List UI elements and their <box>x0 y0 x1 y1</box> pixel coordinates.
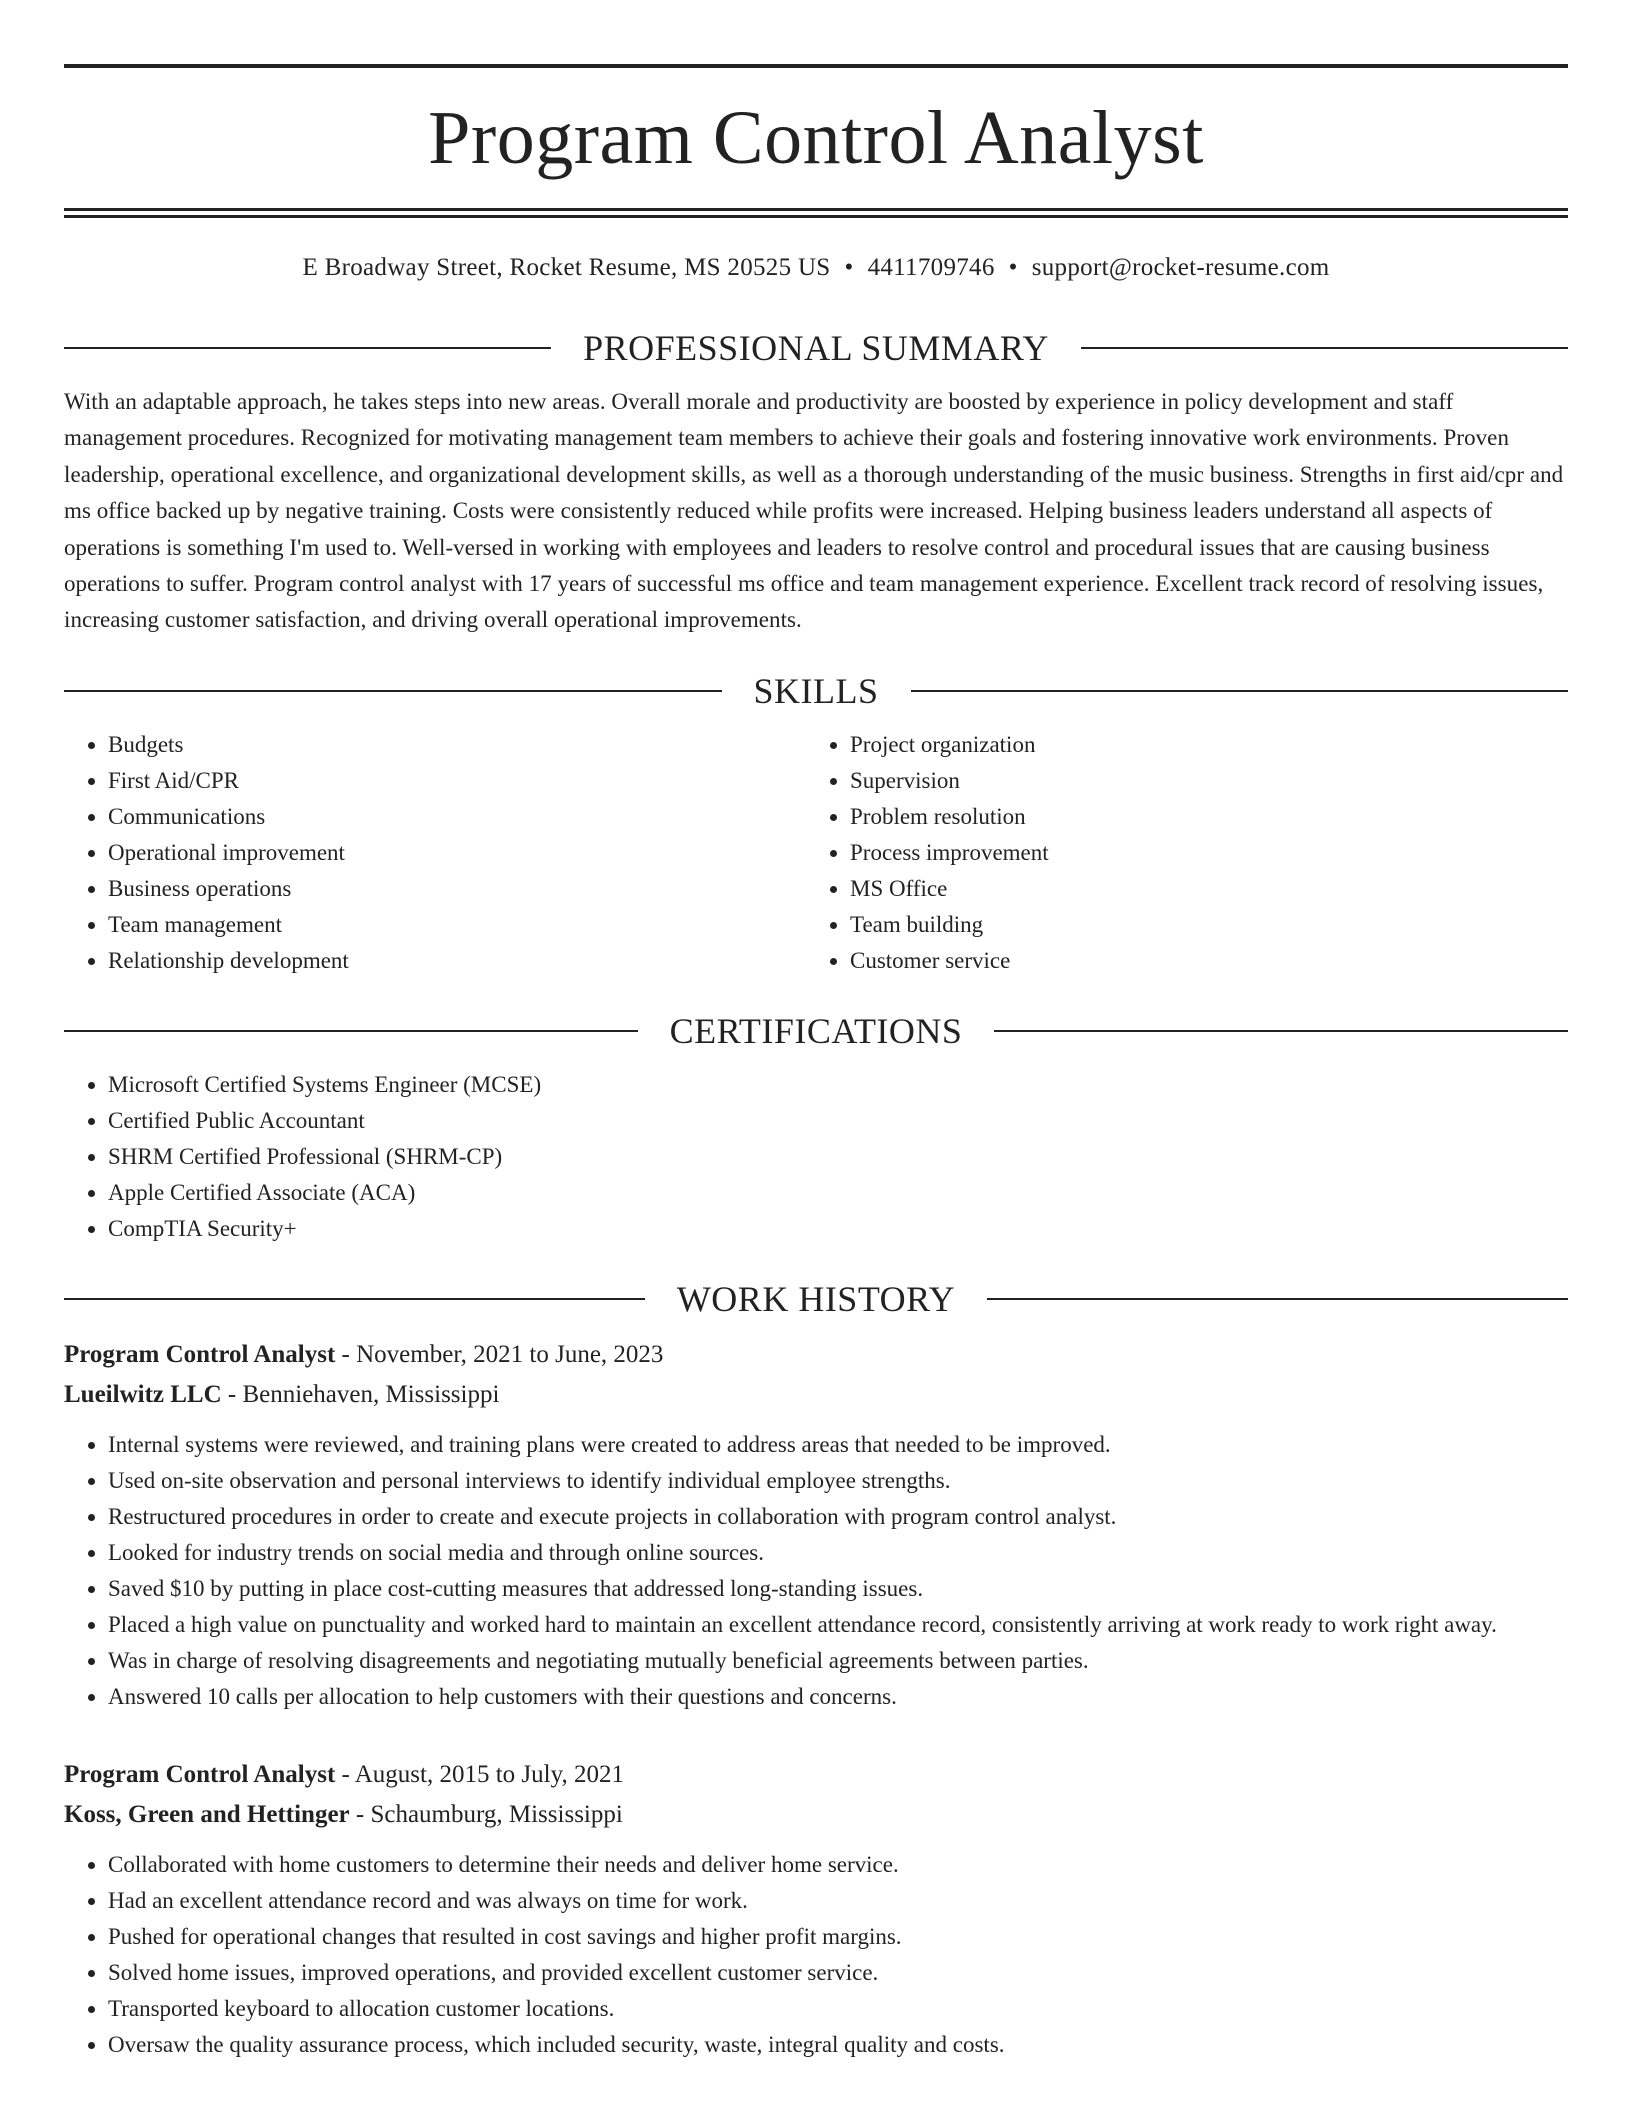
skill-item: • Budgets <box>108 727 806 763</box>
certification-item: • Apple Certified Associate (ACA) <box>108 1175 1568 1211</box>
contact-separator: • <box>844 254 854 281</box>
job-bullet: • Internal systems were reviewed, and training plans were created to address areas that needed to be improved. <box>108 1427 1568 1463</box>
job-bullet: • Oversaw the quality assurance process, which included security, waste, integral quality and costs. <box>108 2027 1568 2063</box>
contact-line <box>64 254 1568 282</box>
section-rule-left <box>64 1030 638 1032</box>
skill-item: • Communications <box>108 799 806 835</box>
job-title-line <box>64 1755 1568 1795</box>
section-rule-right <box>987 1298 1568 1300</box>
job-bullet: • Answered 10 calls per allocation to help customers with their questions and concerns. <box>108 1679 1568 1715</box>
skill-item: • Project organization <box>850 727 1548 763</box>
contact-address: E Broadway Street, Rocket Resume, MS 20525 US <box>302 254 831 281</box>
job-location: - Benniehaven, Mississippi <box>221 1380 500 1408</box>
resume-page <box>64 64 1568 2063</box>
job-dates: - November, 2021 to June, 2023 <box>335 1340 664 1368</box>
skill-item: • Team management <box>108 907 806 943</box>
job-company-line <box>64 1795 1568 1835</box>
section-rule-left <box>64 690 722 692</box>
job-title: Program Control Analyst <box>64 1340 336 1368</box>
job-bullet: • Had an excellent attendance record and was always on time for work. <box>108 1883 1568 1919</box>
summary-text: With an adaptable approach, he takes steps into new areas. Overall morale and productivity are boosted by experience in policy development and staff management procedures. Recognized for motivating management team members to achieve their goals and fostering innovative work environments. Proven leadership, operational excellence, and organizational development skills, as well as a thorough understanding of the music business. Strengths in first aid/cpr and ms office backed up by negative training. Costs were consistently reduced while profits were increased. Helping business leaders understand all aspects of operations is something I'm used to. Well-versed in working with employees and leaders to resolve control and procedural issues that are causing business operations to suffer. Program control analyst with 17 years of successful ms office and team management experience. Excellent track record of resolving issues, increasing customer satisfaction, and driving overall operational improvements. <box>64 389 1564 633</box>
skill-item: • MS Office <box>850 871 1548 907</box>
section-rule-right <box>1081 347 1568 349</box>
section-header-certifications <box>64 1010 1568 1051</box>
skill-item: • First Aid/CPR <box>108 763 806 799</box>
section-rule-right <box>911 690 1569 692</box>
section-rule-left <box>64 1298 645 1300</box>
skills-columns <box>64 727 1568 979</box>
job-company: Koss, Green and Hettinger <box>64 1800 350 1828</box>
skill-item: • Problem resolution <box>850 799 1548 835</box>
job-location: - Schaumburg, Mississippi <box>349 1800 623 1828</box>
section-rule-left <box>64 347 551 349</box>
job-bullet: • Pushed for operational changes that resulted in cost savings and higher profit margins. <box>108 1919 1568 1955</box>
section-title-work-history: WORK HISTORY <box>676 1278 956 1319</box>
skills-list-right <box>806 727 1548 979</box>
contact-phone: 4411709746 <box>867 254 995 281</box>
section-header-skills <box>64 670 1568 711</box>
job-company-line <box>64 1375 1568 1415</box>
job-bullets <box>64 1847 1568 2063</box>
job-bullet: • Was in charge of resolving disagreements and negotiating mutually beneficial agreements between parties. <box>108 1643 1568 1679</box>
job-entry <box>64 1755 1568 2063</box>
job-dates: - August, 2015 to July, 2021 <box>335 1760 624 1788</box>
skill-item: • Operational improvement <box>108 835 806 871</box>
job-bullet: • Placed a high value on punctuality and worked hard to maintain an excellent attendance record, consistently arriving at work ready to work right away. <box>108 1607 1568 1643</box>
skill-item: • Relationship development <box>108 943 806 979</box>
certification-item: • CompTIA Security+ <box>108 1211 1568 1247</box>
skill-item: • Supervision <box>850 763 1548 799</box>
skills-column-right <box>806 727 1548 979</box>
job-title: Program Control Analyst <box>64 1760 336 1788</box>
contact-email: support@rocket-resume.com <box>1031 254 1330 281</box>
section-title-certifications: CERTIFICATIONS <box>669 1010 963 1051</box>
job-bullet: • Transported keyboard to allocation customer locations. <box>108 1991 1568 2027</box>
skills-list-left <box>64 727 806 979</box>
section-header-work-history <box>64 1278 1568 1319</box>
skills-column-left <box>64 727 806 979</box>
skill-item: • Business operations <box>108 871 806 907</box>
title-double-rule <box>64 208 1568 218</box>
certification-item: • Certified Public Accountant <box>108 1103 1568 1139</box>
section-title-skills: SKILLS <box>753 670 879 711</box>
section-header-summary <box>64 330 1568 366</box>
job-title-line <box>64 1335 1568 1375</box>
certifications-list <box>64 1067 1568 1247</box>
certification-item: • Microsoft Certified Systems Engineer (MCSE) <box>108 1067 1568 1103</box>
job-bullet: • Saved $10 by putting in place cost-cutting measures that addressed long-standing issues. <box>108 1571 1568 1607</box>
job-bullets <box>64 1427 1568 1715</box>
certification-item: • SHRM Certified Professional (SHRM-CP) <box>108 1139 1568 1175</box>
job-bullet: • Restructured procedures in order to create and execute projects in collaboration with program control analyst. <box>108 1499 1568 1535</box>
top-rule <box>64 64 1568 68</box>
contact-separator: • <box>1008 254 1018 281</box>
job-bullet: • Collaborated with home customers to determine their needs and deliver home service. <box>108 1847 1568 1883</box>
skill-item: • Process improvement <box>850 835 1548 871</box>
resume-title: Program Control Analyst <box>428 96 1204 180</box>
job-entry <box>64 1335 1568 1715</box>
skill-item: • Customer service <box>850 943 1548 979</box>
skill-item: • Team building <box>850 907 1548 943</box>
job-bullet: • Looked for industry trends on social media and through online sources. <box>108 1535 1568 1571</box>
section-title-summary: PROFESSIONAL SUMMARY <box>583 328 1049 368</box>
job-bullet: • Used on-site observation and personal interviews to identify individual employee strengths. <box>108 1463 1568 1499</box>
job-bullet: • Solved home issues, improved operations, and provided excellent customer service. <box>108 1955 1568 1991</box>
job-company: Lueilwitz LLC <box>64 1380 222 1408</box>
section-rule-right <box>994 1030 1568 1032</box>
